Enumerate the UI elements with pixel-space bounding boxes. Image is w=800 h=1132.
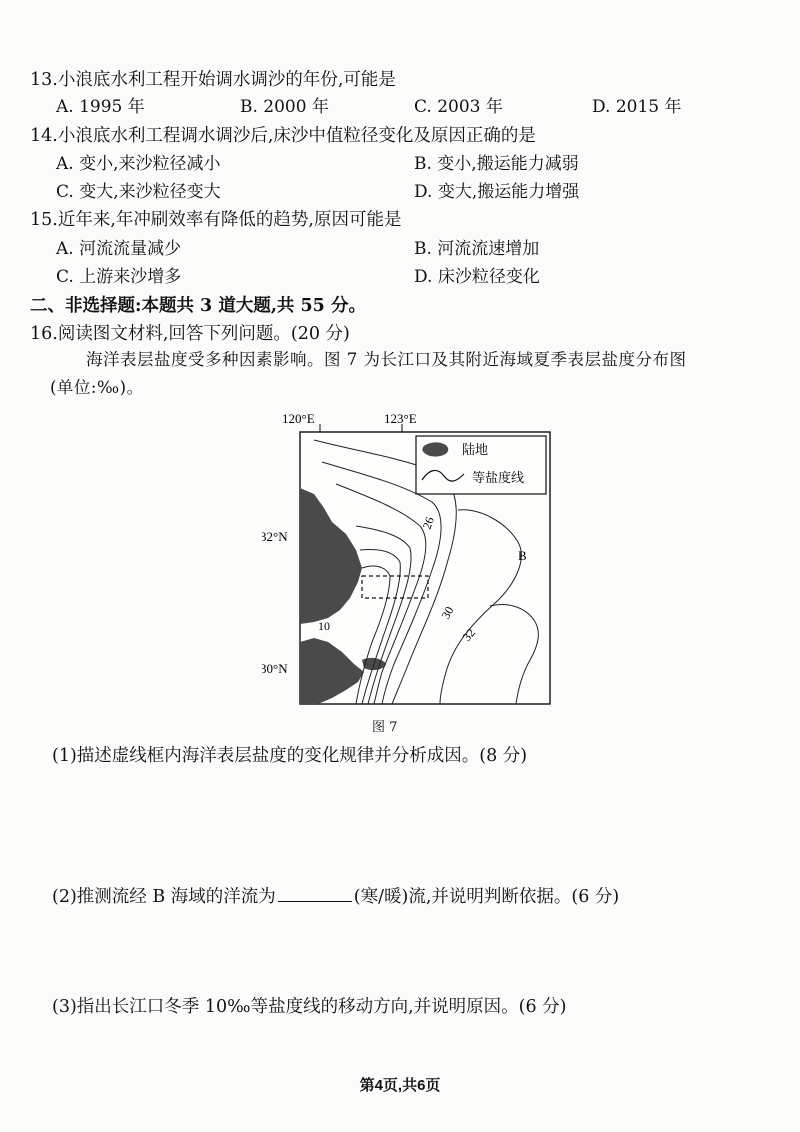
q13-option-b: B. 2000 年 <box>240 97 329 117</box>
lon-label-120e: 120°E <box>282 411 315 426</box>
figure-caption: 图 7 <box>372 720 398 735</box>
q16-sub3: (3)指出长江口冬季 10‰等盐度线的移动方向,并说明原因。(6 分) <box>52 997 567 1017</box>
legend-land-label: 陆地 <box>462 442 489 457</box>
lat-label-30n: 30°N <box>262 661 288 676</box>
sea-label-b: B <box>518 548 527 563</box>
q14-option-a: A. 变小,来沙粒径减小 <box>56 154 221 174</box>
salinity-map-svg <box>262 410 562 710</box>
q16-paragraph-line2: (单位:‰)。 <box>50 378 144 397</box>
q16-sub2 <box>52 885 619 909</box>
isohaline-label-32: 32 <box>459 625 479 644</box>
q13-option-d: D. 2015 年 <box>592 97 682 117</box>
isohaline-label-10: 10 <box>318 619 330 633</box>
q16-stem: 16.阅读图文材料,回答下列问题。(20 分) <box>30 324 350 344</box>
page-footer: 第4页,共6页 <box>359 1077 441 1094</box>
figure-7-map <box>262 410 562 710</box>
isohaline-label-30: 30 <box>438 604 457 622</box>
q16-sub1: (1)描述虚线框内海洋表层盐度的变化规律并分析成因。(8 分) <box>52 746 528 766</box>
q15-option-a: A. 河流流量减少 <box>56 239 182 259</box>
q14-stem: 14.小浪底水利工程调水调沙后,床沙中值粒径变化及原因正确的是 <box>30 126 536 146</box>
q15-option-b: B. 河流流速增加 <box>414 239 540 259</box>
q15-option-d: D. 床沙粒径变化 <box>414 267 540 287</box>
q13-option-a: A. 1995 年 <box>56 97 145 117</box>
q16-sub2-post: (寒/暖)流,并说明判断依据。(6 分) <box>353 887 620 907</box>
q14-option-b: B. 变小,搬运能力减弱 <box>414 154 579 174</box>
q15-option-c: C. 上游来沙增多 <box>56 267 182 287</box>
lat-label-32n: 32°N <box>262 529 288 544</box>
q13-stem: 13.小浪底水利工程开始调水调沙的年份,可能是 <box>30 70 396 90</box>
q14-option-d: D. 变大,搬运能力增强 <box>414 182 580 202</box>
q16-paragraph-line1: 海洋表层盐度受多种因素影响。图 7 为长江口及其附近海域夏季表层盐度分布图 <box>86 350 687 369</box>
q13-option-c: C. 2003 年 <box>414 97 503 117</box>
legend-isohaline-label: 等盐度线 <box>472 470 525 485</box>
section2-heading: 二、非选择题:本题共 3 道大题,共 55 分。 <box>30 296 366 316</box>
q16-sub2-pre: (2)推测流经 B 海域的洋流为 <box>52 887 276 907</box>
q14-option-c: C. 变大,来沙粒径变大 <box>56 182 221 202</box>
answer-blank[interactable] <box>278 887 352 902</box>
q15-stem: 15.近年来,年冲刷效率有降低的趋势,原因可能是 <box>30 210 402 230</box>
lon-label-123e: 123°E <box>384 411 417 426</box>
isohaline-label-26: 26 <box>419 514 437 532</box>
